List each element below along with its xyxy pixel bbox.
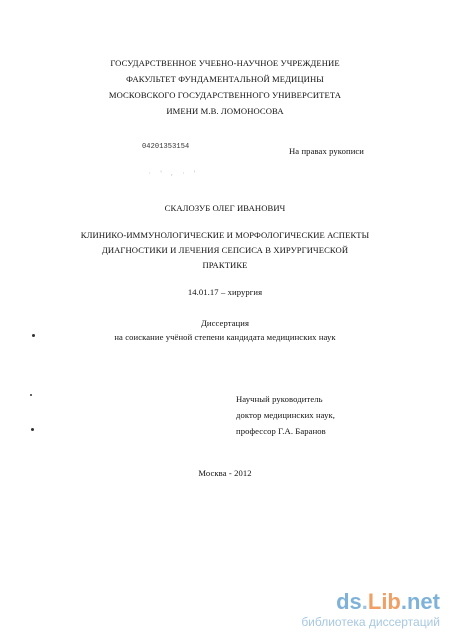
- header-line-2: ФАКУЛЬТЕТ ФУНДАМЕНТАЛЬНОЙ МЕДИЦИНЫ: [126, 74, 324, 84]
- supervisor-role: Научный руководитель: [236, 394, 323, 404]
- work-type: Диссертация: [200, 318, 250, 328]
- scan-noise: · ' , · ': [148, 170, 199, 177]
- title-line-3: ПРАКТИКЕ: [202, 260, 248, 270]
- document-number: 04201353154: [142, 143, 190, 151]
- title-line-1: КЛИНИКО-ИММУНОЛОГИЧЕСКИЕ И МОРФОЛОГИЧЕСКИЕ АСПЕКТЫ: [80, 230, 370, 240]
- place-year: Москва - 2012: [198, 468, 252, 478]
- header-line-1: ГОСУДАРСТВЕННОЕ УЧЕБНО-НАУЧНОЕ УЧРЕЖДЕНИЕ: [110, 58, 340, 68]
- scan-speck: [30, 394, 32, 396]
- scan-speck: [32, 334, 35, 337]
- degree-line: на соискание учёной степени кандидата медицинских наук: [114, 332, 336, 342]
- supervisor-degree: доктор медицинских наук,: [236, 410, 336, 420]
- rights-note: На правах рукописи: [289, 146, 365, 156]
- specialty: 14.01.17 – хирургия: [187, 287, 263, 297]
- dslib-watermark: [290, 589, 440, 629]
- dslib-subtitle: библиотека диссертаций: [301, 615, 440, 629]
- scan-speck: [31, 428, 34, 431]
- header-line-3: МОСКОВСКОГО ГОСУДАРСТВЕННОГО УНИВЕРСИТЕТА: [108, 90, 342, 100]
- dslib-logo: ds.Lib.net: [336, 589, 440, 614]
- header-line-4: ИМЕНИ М.В. ЛОМОНОСОВА: [166, 106, 284, 116]
- author-name: СКАЛОЗУБ ОЛЕГ ИВАНОВИЧ: [164, 203, 286, 213]
- title-line-2: ДИАГНОСТИКИ И ЛЕЧЕНИЯ СЕПСИСА В ХИРУРГИЧЕСКОЙ: [101, 245, 349, 255]
- supervisor-name: профессор Г.А. Баранов: [236, 426, 326, 436]
